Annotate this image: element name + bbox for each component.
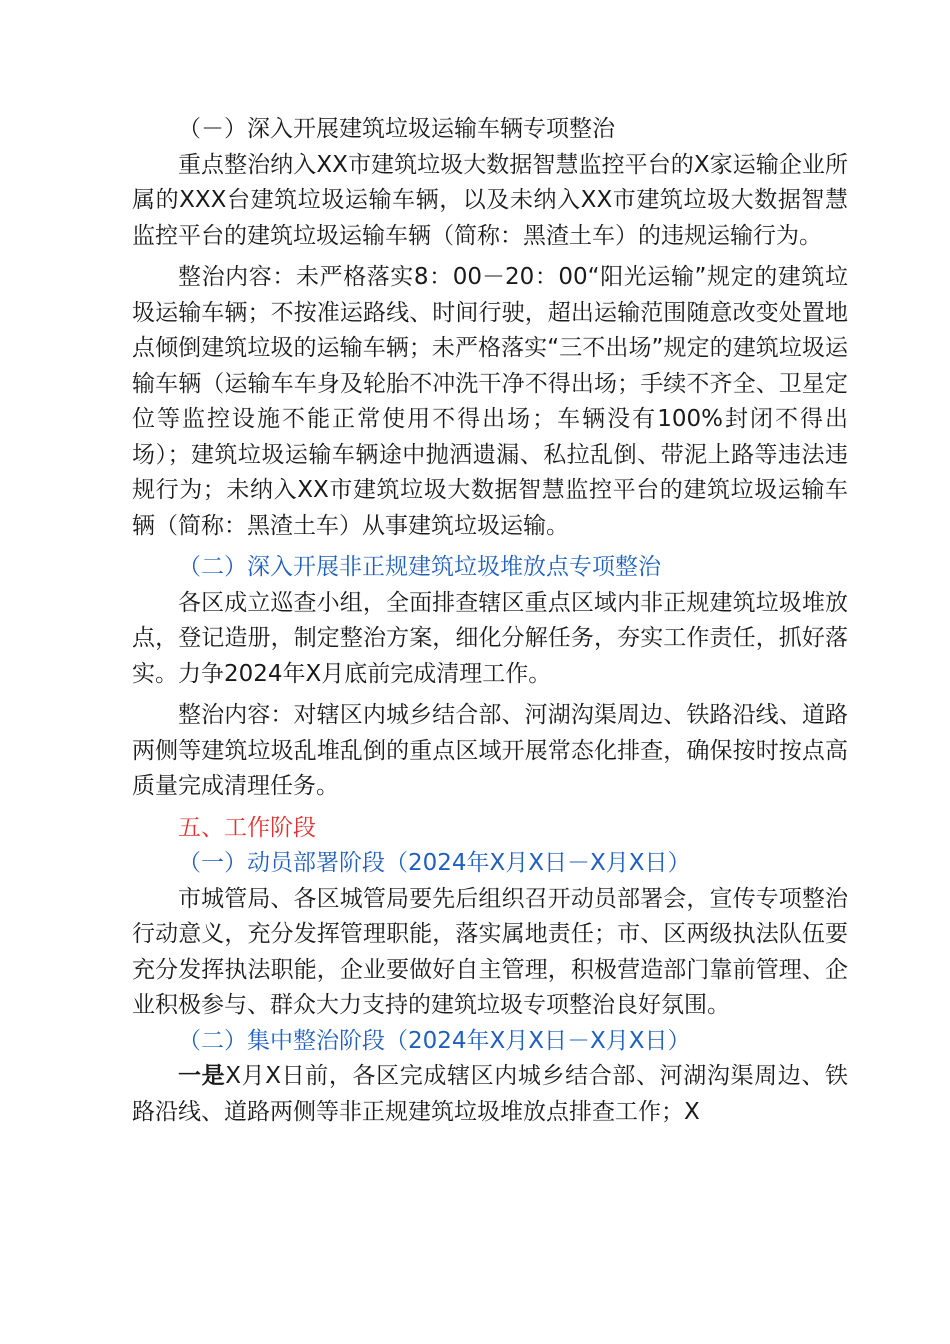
- section1-heading: （－）深入开展建筑垃圾运输车辆专项整治: [178, 116, 615, 142]
- section1-paragraph-2: 整治内容：未严格落实8：00－20：00“阳光运输”规定的建筑垃圾运输车辆；不按准运路线、时间行驶，超出运输范围随意改变处置地点倾倒建筑垃圾的运输车辆；未严格落实“三不出场”规定的建筑垃圾运输车辆（运输车车身及轮胎不冲洗干净不得出场；手续不齐全、卫星定位等监控设施不能正常使用不得出场；车辆没有100%封闭不得出场）；建筑垃圾运输车辆途中抛洒遗漏、私拉乱倒、带泥上路等违法违规行为；未纳入XX市建筑垃圾大数据智慧监控平台的建筑垃圾运输车辆（简称：黑渣土车）从事建筑垃圾运输。: [132, 264, 848, 539]
- stage2-paragraph: [132, 1059, 848, 1130]
- stage1-paragraph: 市城管局、各区城管局要先后组织召开动员部署会，宣传专项整治行动意义，充分发挥管理职能，落实属地责任；市、区两级执法队伍要充分发挥执法职能，企业要做好自主管理，积极营造部门靠前管理、企业积极参与、群众大力支持的建筑垃圾专项整治良好氛围。: [132, 885, 848, 1018]
- stage2-lead-bold: 一是: [178, 1063, 226, 1089]
- document-body: [132, 112, 848, 1130]
- stage2-paragraph-text: X月X日前，各区完成辖区内城乡结合部、河湖沟渠周边、铁路沿线、道路两侧等非正规建筑垃圾堆放点排查工作；X: [132, 1063, 848, 1125]
- stage2-heading: （二）集中整治阶段（2024年X月X日－X月X日）: [178, 1027, 691, 1054]
- section2-heading: （二）深入开展非正规建筑垃圾堆放点专项整治: [178, 554, 661, 580]
- section2-paragraph-1: 各区成立巡查小组，全面排查辖区重点区域内非正规建筑垃圾堆放点，登记造册，制定整治方案，细化分解任务，夯实工作责任，抓好落实。力争2024年X月底前完成清理工作。: [132, 589, 848, 687]
- section2-paragraph-2: 整治内容：对辖区内城乡结合部、河湖沟渠周边、铁路沿线、道路两侧等建筑垃圾乱堆乱倒的重点区域开展常态化排查，确保按时按点高质量完成清理任务。: [132, 702, 848, 799]
- section1-paragraph-1: 重点整治纳入XX市建筑垃圾大数据智慧监控平台的X家运输企业所属的XXX台建筑垃圾运输车辆，以及未纳入XX市建筑垃圾大数据智慧监控平台的建筑垃圾运输车辆（简称：黑渣土车）的违规运输行为。: [132, 151, 848, 249]
- stage1-heading: （一）动员部署阶段（2024年X月X日－X月X日）: [178, 850, 691, 876]
- part5-heading: 五、工作阶段: [178, 814, 316, 841]
